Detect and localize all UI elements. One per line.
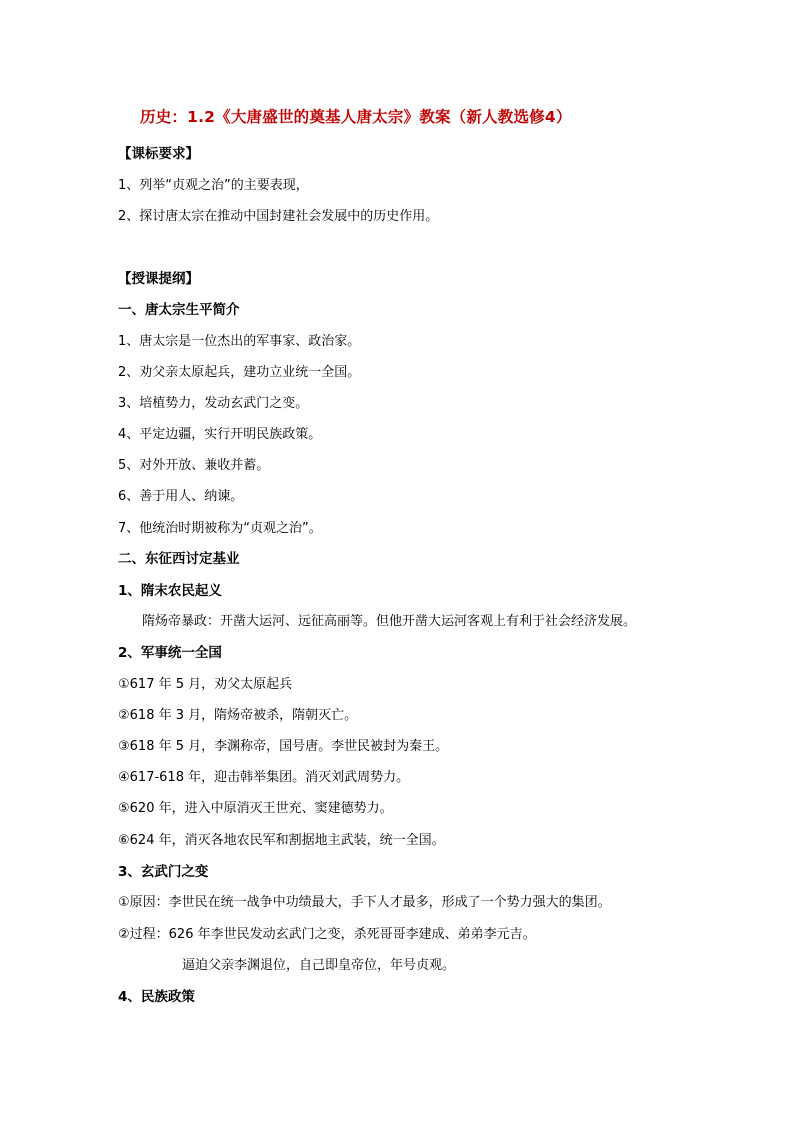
list-item: 1、唐太宗是一位杰出的军事家、政治家。: [118, 334, 361, 349]
list-item: 7、他统治时期被称为“贞观之治”。: [118, 521, 322, 536]
outline-heading: 【授课提纲】: [118, 271, 199, 287]
list-item: 6、善于用人、纳谏。: [118, 489, 244, 504]
list-item: 3、培植势力，发动玄武门之变。: [118, 396, 309, 411]
requirement-item: 1、列举“贞观之治”的主要表现，: [118, 178, 309, 193]
list-item: ③618 年 5 月，李渊称帝，国号唐。李世民被封为秦王。: [118, 739, 449, 754]
list-item-continuation: 逼迫父亲李渊退位，自己即皇帝位，年号贞观。: [182, 958, 456, 973]
subsection-heading: 4、民族政策: [118, 989, 195, 1005]
subsection-heading: 1、隋末农民起义: [118, 583, 222, 599]
list-item: 5、对外开放、兼收并蓄。: [118, 458, 270, 473]
requirement-item: 2、探讨唐太宗在推动中国封建社会发展中的历史作用。: [118, 209, 439, 224]
list-item: ④617-618 年，迎击韩举集团。消灭刘武周势力。: [118, 770, 410, 785]
list-item: ⑥624 年，消灭各地农民军和割据地主武装，统一全国。: [118, 833, 445, 848]
list-item: ②618 年 3 月，隋炀帝被杀，隋朝灭亡。: [118, 708, 358, 723]
list-item: ①617 年 5 月，劝父太原起兵: [118, 677, 293, 692]
list-item: 4、平定边疆，实行开明民族政策。: [118, 427, 322, 442]
list-item: ⑤620 年，进入中原消灭王世充、窦建德势力。: [118, 801, 393, 816]
section-heading: 二、东征西讨定基业: [118, 551, 240, 567]
list-item: ①原因：李世民在统一战争中功绩最大，手下人才最多，形成了一个势力强大的集团。: [118, 895, 611, 910]
subsection-heading: 3、玄武门之变: [118, 864, 209, 880]
paragraph: 隋炀帝暴政：开凿大运河、远征高丽等。但他开凿大运河客观上有利于社会经济发展。: [142, 614, 637, 629]
section-heading: 一、唐太宗生平简介: [118, 302, 240, 318]
list-item: 2、劝父亲太原起兵，建功立业统一全国。: [118, 365, 361, 380]
subsection-heading: 2、军事统一全国: [118, 645, 222, 661]
requirements-heading: 【课标要求】: [118, 146, 199, 162]
document-title: 历史：1.2《大唐盛世的奠基人唐太宗》教案（新人教选修4）: [140, 108, 572, 126]
list-item: ②过程：626 年李世民发动玄武门之变，杀死哥哥李建成、弟弟李元吉。: [118, 927, 536, 942]
